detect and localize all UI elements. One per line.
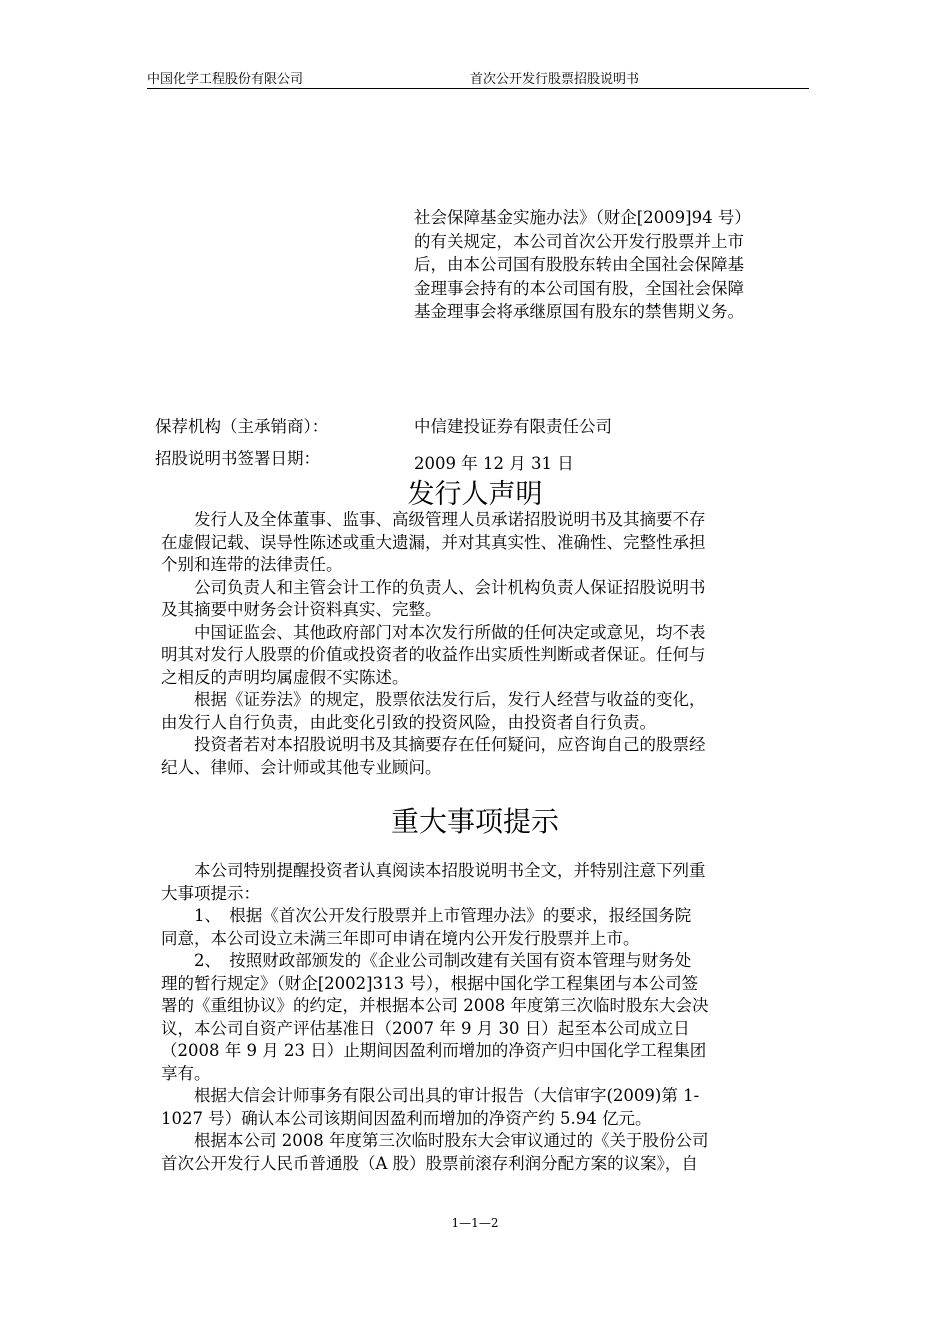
header-company: 中国化学工程股份有限公司 [147,72,304,87]
paragraph-line: 之相反的声明均属虚假不实陈述。 [161,667,409,687]
paragraph-line: 1027 号）确认本公司该期间因盈利而增加的净资产约 5.94 亿元。 [161,1108,652,1128]
paragraph-line: 及其摘要中财务会计资料真实、完整。 [161,600,442,619]
paragraph-line: 2、 按照财政部颁发的《企业公司制改建有关国有资本管理与财务处 [161,951,692,970]
paragraph-line: 中国证监会、其他政府部门对本次发行所做的任何决定或意见，均不表 [161,622,706,642]
header-doc-title: 首次公开发行股票招股说明书 [470,72,640,87]
sponsor-label: 保荐机构（主承销商）： [155,417,329,436]
issuer-statement-title: 发行人声明 [407,479,543,510]
top-note-line: 的有关规定，本公司首次公开发行股票并上市 [414,231,744,251]
paragraph-line: （2008 年 9 月 23 日）止期间因盈利而增加的净资产归中国化学工程集团 [161,1041,707,1060]
paragraph-line: 议，本公司自资产评估基准日（2007 年 9 月 30 日）起至本公司成立日 [161,1018,690,1038]
paragraph-line: 根据《证券法》的规定，股票依法发行后，发行人经营与收益的变化， [161,690,706,709]
paragraph-line: 首次公开发行人民币普通股（A 股）股票前滚存利润分配方案的议案》，自 [161,1153,698,1173]
paragraph-line: 大事项提示： [161,883,260,903]
paragraph-line: 本公司特别提醒投资者认真阅读本招股说明书全文，并特别注意下列重 [161,861,706,880]
major-matters-title: 重大事项提示 [390,805,559,838]
paragraph-line: 享有。 [161,1063,211,1083]
paragraph-line: 1、 根据《首次公开发行股票并上市管理办法》的要求，报经国务院 [161,906,692,925]
paragraph-line: 在虚假记载、误导性陈述或重大遗漏，并对其真实性、准确性、完整性承担 [161,532,706,552]
paragraph-line: 明其对发行人股票的价值或投资者的收益作出实质性判断或者保证。任何与 [161,645,706,664]
page-number: 1—1—2 [451,1216,499,1230]
paragraph-line: 根据大信会计师事务有限公司出具的审计报告（大信审字(2009)第 1- [161,1086,700,1105]
paragraph-line: 投资者若对本招股说明书及其摘要存在任何疑问，应咨询自己的股票经 [161,735,706,754]
page-header [147,66,809,89]
paragraph-line: 个别和连带的法律责任。 [161,555,343,574]
paragraph-line: 公司负责人和主管会计工作的负责人、会计机构负责人保证招股说明书 [161,577,706,597]
paragraph-line: 发行人及全体董事、监事、高级管理人员承诺招股说明书及其摘要不存 [161,510,706,529]
paragraph-line: 根据本公司 2008 年度第三次临时股东大会审议通过的《关于股份公司 [161,1131,709,1150]
paragraph-line: 理的暂行规定》（财企[2002]313 号），根据中国化学工程集团与本公司签 [161,973,699,993]
paragraph-line: 署的《重组协议》的约定，并根据本公司 2008 年度第三次临时股东大会决 [161,996,709,1015]
paragraph-line: 纪人、律师、会计师或其他专业顾问。 [161,757,442,777]
sign-date-value: 2009 年 12 月 31 日 [414,454,574,473]
top-note-line: 基金理事会将承继原国有股东的禁售期义务。 [414,302,744,321]
sign-date-label: 招股说明书签署日期： [155,449,320,468]
paragraph-line: 由发行人自行负责，由此变化引致的投资风险，由投资者自行负责。 [161,712,656,732]
top-note-line: 社会保障基金实施办法》（财企[2009]94 号） [414,208,751,227]
top-note [414,206,804,324]
top-note-line: 金理事会持有的本公司国有股，全国社会保障 [414,278,744,298]
sponsor-value: 中信建投证券有限责任公司 [414,417,612,436]
top-note-line: 后，由本公司国有股股东转由全国社会保障基 [414,255,744,274]
paragraph-line: 同意，本公司设立未满三年即可申请在境内公开发行股票并上市。 [161,928,640,948]
major-matters-body [161,860,801,1175]
issuer-statement-body [161,509,801,779]
